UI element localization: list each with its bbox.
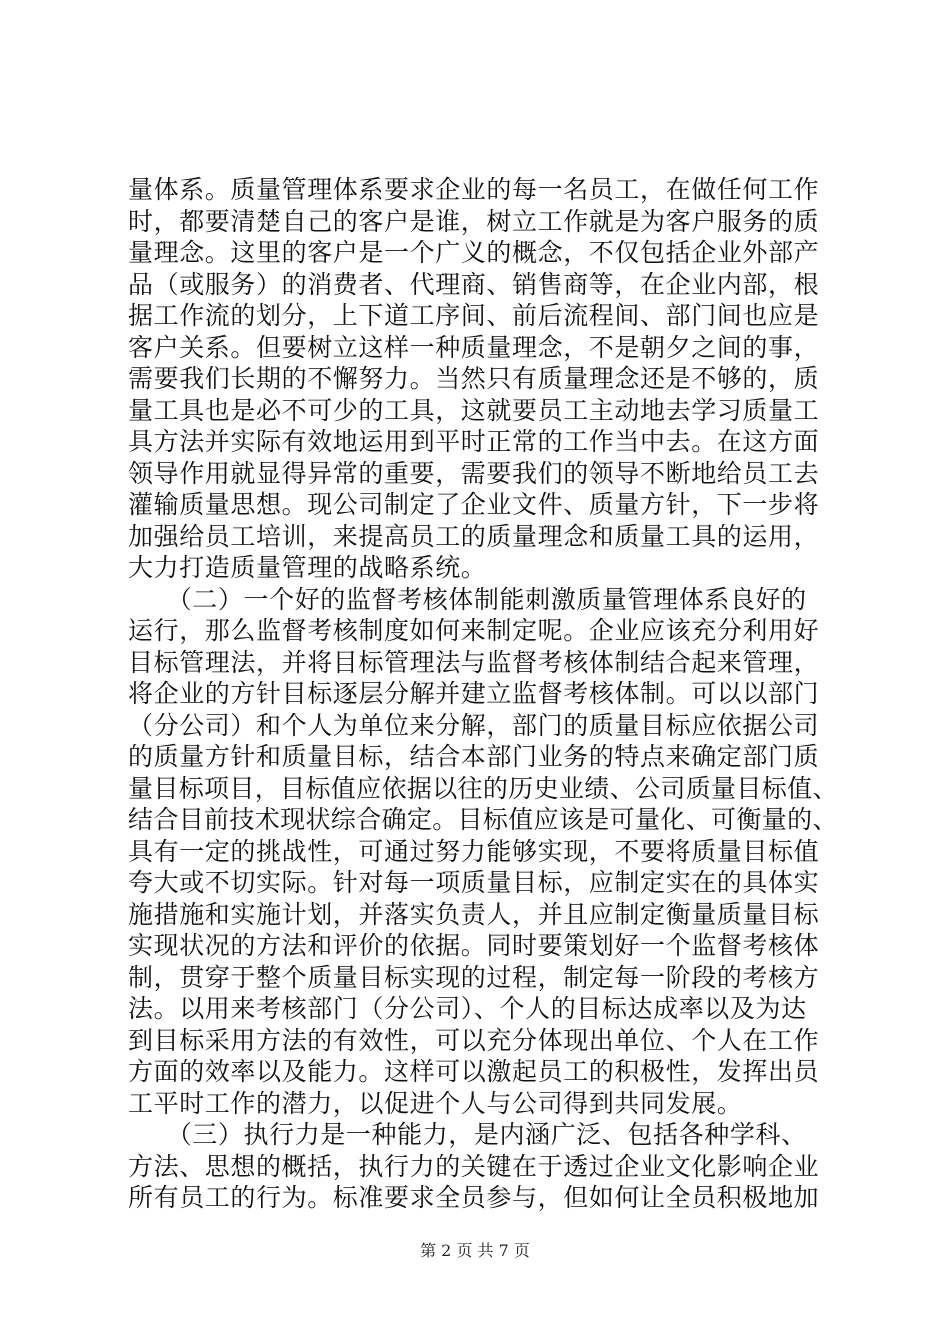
text-line: 加强给员工培训，来提高员工的质量理念和质量工具的运用， [128,521,820,551]
text-line: 运行，那么监督考核制度如何来制定呢。企业应该充分利用好 [128,616,820,645]
text-line: 领导作用就显得异常的重要，需要我们的领导不断地给员工去 [128,458,820,488]
text-line: 实现状况的方法和评价的依据。同时要策划好一个监督考核体 [128,931,820,960]
text-line: 需要我们长期的不懈努力。当然只有质量理念还是不够的，质 [128,364,820,393]
text-line: 具有一定的挑战性，可通过努力能够实现，不要将质量目标值 [128,836,820,866]
text-line: 施措施和实施计划，并落实负责人，并且应制定衡量质量目标 [128,899,820,929]
text-line: 所有员工的行为。标准要求全员参与，但如何让全员积极地加 [128,1183,820,1212]
page-footer: 第 2 页 共 7 页 [420,1241,530,1260]
text-line: 的质量方针和质量目标，结合本部门业务的特点来确定部门质 [128,742,820,771]
text-line: 大力打造质量管理的战略系统。 [128,553,487,582]
text-line: 夸大或不切实际。针对每一项质量目标，应制定实在的具体实 [128,868,820,897]
text-line: 目标管理法，并将目标管理法与监督考核体制结合起来管理， [128,647,820,677]
text-line: 结合目前技术现状综合确定。目标值应该是可量化、可衡量的、 [128,805,838,834]
text-line: 到目标采用方法的有效性，可以充分体现出单位、个人在工作 [128,1025,820,1055]
text-line: 量理念。这里的客户是一个广义的概念，不仅包括企业外部产 [128,238,820,267]
text-line: 量体系。质量管理体系要求企业的每一名员工，在做任何工作 [128,175,820,204]
text-line: （三）执行力是一种能力，是内涵广泛、包括各种学科、 [128,1120,807,1149]
text-line: 量目标项目，目标值应依据以往的历史业绩、公司质量目标值、 [128,773,838,803]
text-line: 制，贯穿于整个质量目标实现的过程，制定每一阶段的考核方 [128,962,820,992]
text-line: （分公司）和个人为单位来分解，部门的质量目标应依据公司 [128,710,820,740]
text-line: 法。以用来考核部门（分公司）、个人的目标达成率以及为达 [128,994,807,1023]
text-line: 灌输质量思想。现公司制定了企业文件、质量方针，下一步将 [128,490,820,519]
text-line: 据工作流的划分，上下道工序间、前后流程间、部门间也应是 [128,301,820,330]
text-line: 时，都要清楚自己的客户是谁，树立工作就是为客户服务的质 [128,206,820,236]
text-line: 方面的效率以及能力。这样可以激起员工的积极性，发挥出员 [128,1057,820,1086]
text-line: 工平时工作的潜力，以促进个人与公司得到共同发展。 [128,1088,743,1118]
body-text [128,174,838,1214]
text-line: 将企业的方针目标逐层分解并建立监督考核体制。可以以部门 [128,679,820,708]
text-line: 具方法并实际有效地运用到平时正常的工作当中去。在这方面 [128,427,820,456]
text-line: 客户关系。但要树立这样一种质量理念，不是朝夕之间的事， [128,332,820,362]
text-line: 品（或服务）的消费者、代理商、销售商等，在企业内部，根 [128,269,820,299]
text-line: 量工具也是必不可少的工具，这就要员工主动地去学习质量工 [128,395,820,425]
text-line: 方法、思想的概括，执行力的关键在于透过企业文化影响企业 [128,1151,820,1181]
text-line: （二）一个好的监督考核体制能刺激质量管理体系良好的 [128,584,807,614]
